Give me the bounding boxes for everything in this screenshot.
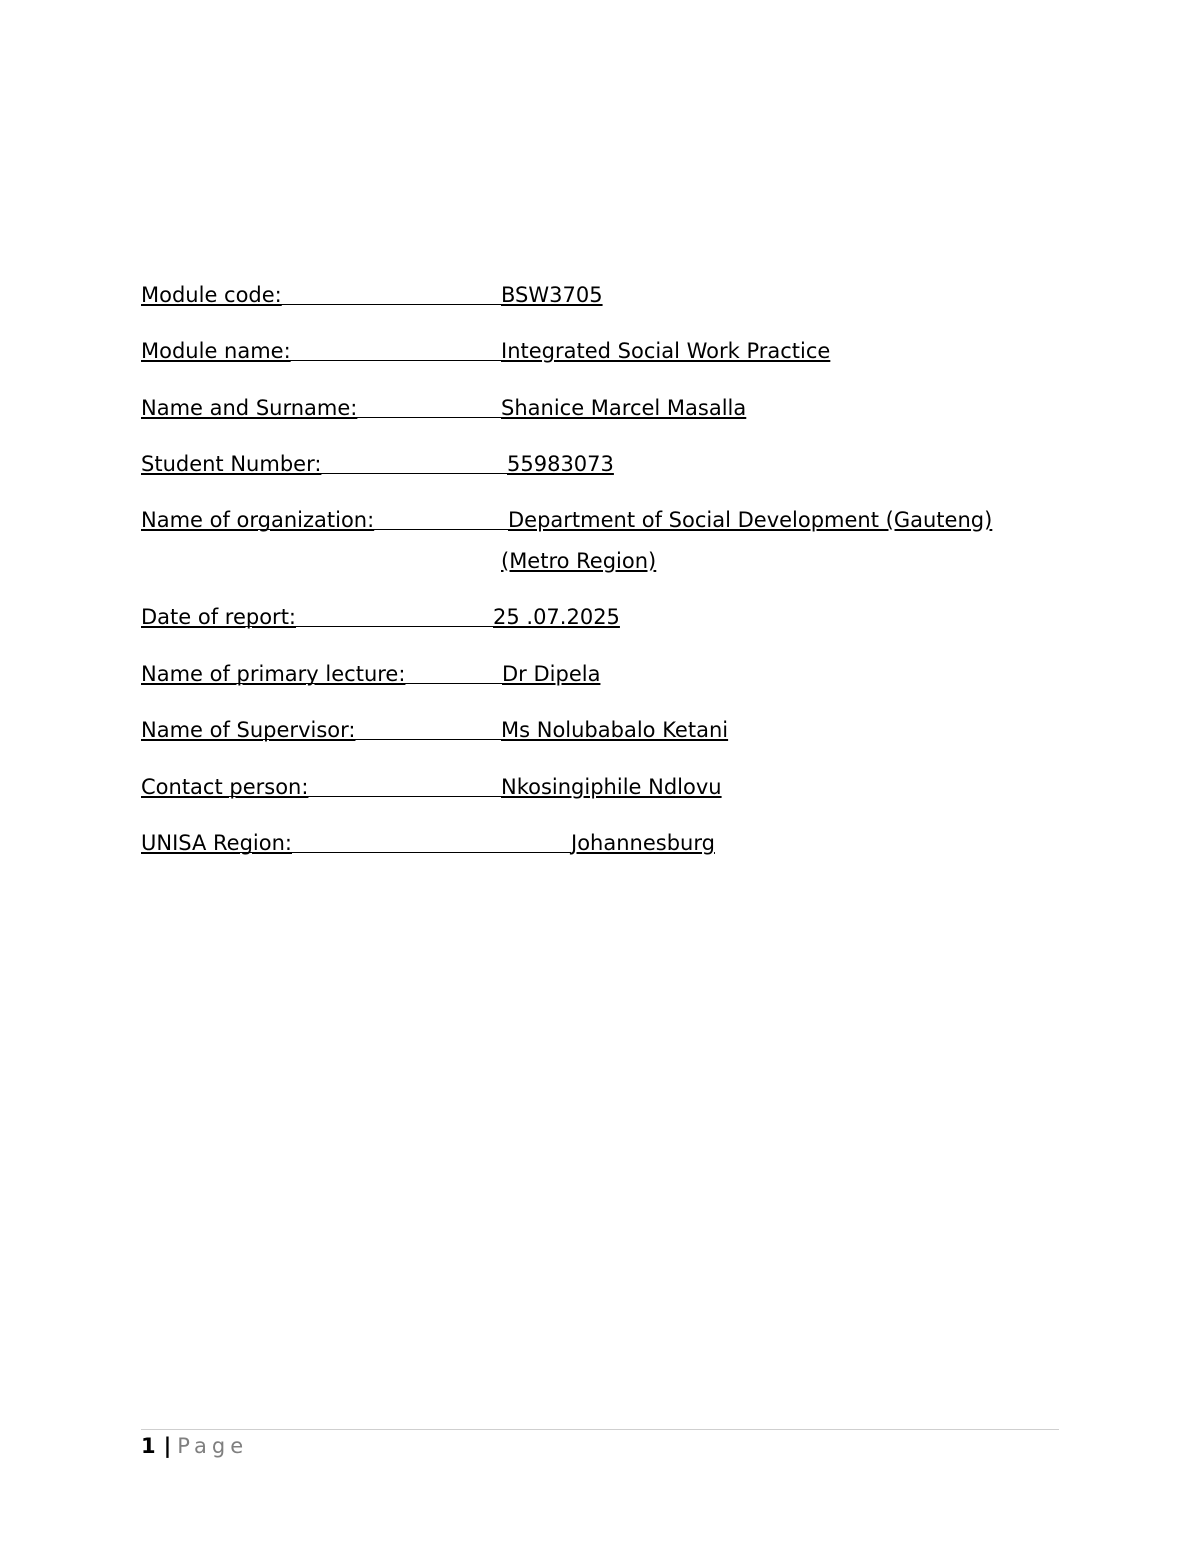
field-value: Department of Social Development (Gauteng) (508, 508, 993, 532)
field-label: Name of organization: (141, 508, 375, 532)
field-value: Integrated Social Work Practice (501, 339, 831, 363)
field-value: Ms Nolubabalo Ketani (501, 718, 729, 742)
page-footer (141, 1432, 248, 1460)
field-label: Date of report: (141, 605, 296, 629)
field-label: Module name: (141, 339, 291, 363)
page-number: 1 (141, 1434, 156, 1458)
field-value: Dr Dipela (502, 662, 601, 686)
field-value: 55983073 (507, 452, 614, 476)
field-label: UNISA Region: (141, 831, 292, 855)
page-label: Page (177, 1434, 249, 1458)
field-value: (Metro Region) (501, 549, 657, 573)
field-label: Student Number: (141, 452, 322, 476)
field-value: Johannesburg (571, 831, 715, 855)
field-value: 25 .07.2025 (493, 605, 620, 629)
footer-separator: | (163, 1434, 172, 1458)
field-label: Name of Supervisor: (141, 718, 356, 742)
field-label: Name and Surname: (141, 396, 358, 420)
footer-divider (141, 1429, 1059, 1430)
field-label: Module code: (141, 283, 282, 307)
field-value: Shanice Marcel Masalla (501, 396, 747, 420)
field-value: Nkosingiphile Ndlovu (501, 775, 722, 799)
field-label: Name of primary lecture: (141, 662, 406, 686)
field-label: Contact person: (141, 775, 309, 799)
field-value: BSW3705 (501, 283, 603, 307)
